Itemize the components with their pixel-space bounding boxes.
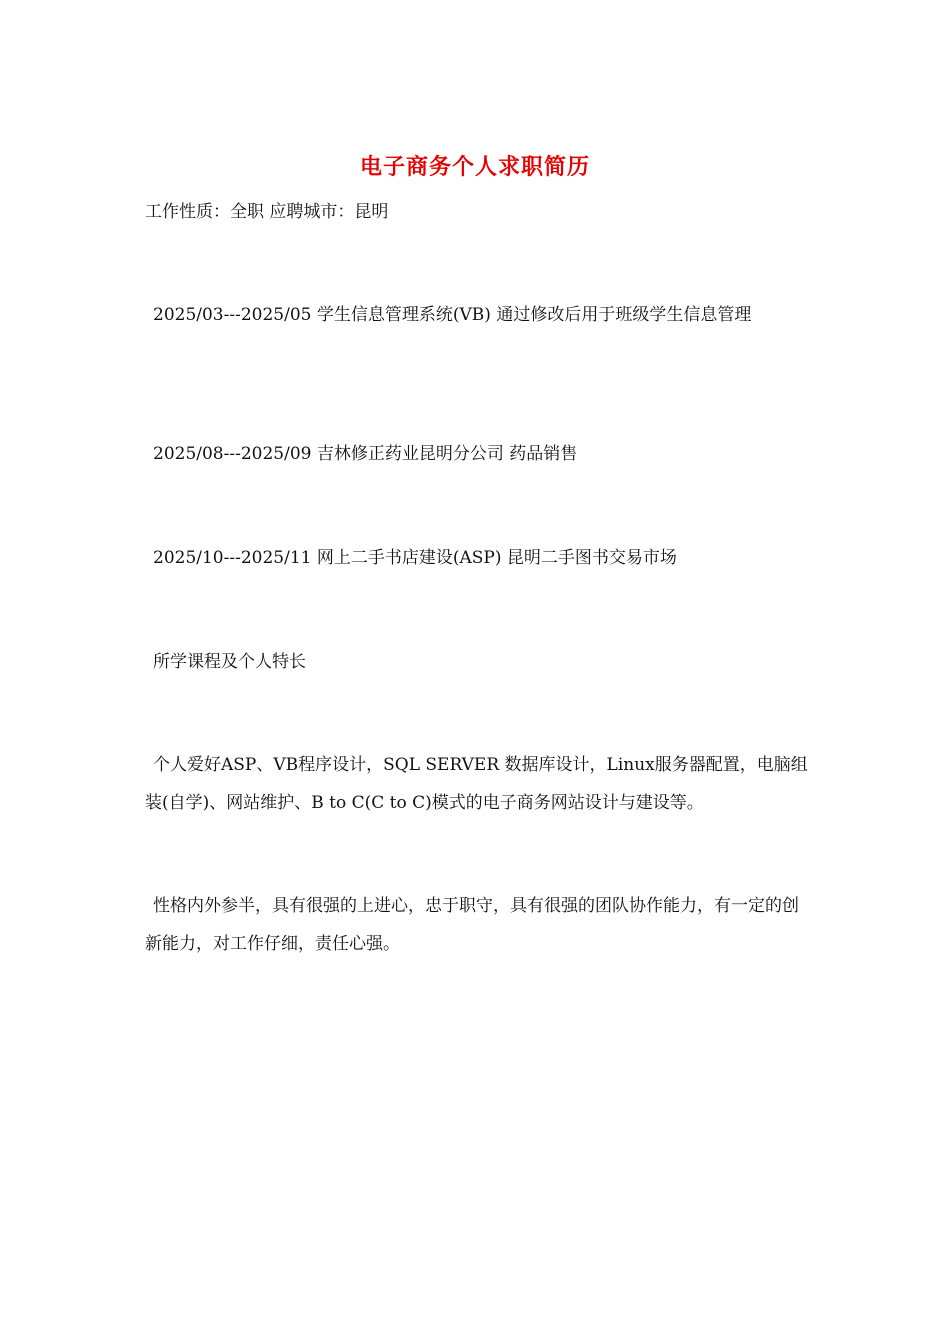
section-heading-skills: 所学课程及个人特长	[153, 652, 306, 672]
experience-job: 2025/08---2025/09 吉林修正药业昆明分公司 药品销售	[153, 444, 578, 464]
job-meta-line: 工作性质：全职 应聘城市：昆明	[145, 202, 389, 222]
skills-paragraph: 个人爱好ASP、VB程序设计，SQL SERVER 数据库设计，Linux服务器配置，电脑组装(自学)、网站维护、B to C(C to C)模式的电子商务网站设计与建设等。	[145, 755, 808, 813]
experience-project-1: 2025/03---2025/05 学生信息管理系统(VB) 通过修改后用于班级学生信息管理	[153, 305, 752, 325]
personality-paragraph: 性格内外参半，具有很强的上进心，忠于职守，具有很强的团队协作能力，有一定的创新能力，对工作仔细，责任心强。	[145, 896, 799, 954]
experience-project-2: 2025/10---2025/11 网上二手书店建设(ASP) 昆明二手图书交易市场	[153, 548, 677, 568]
page-title: 电子商务个人求职简历	[359, 155, 590, 180]
